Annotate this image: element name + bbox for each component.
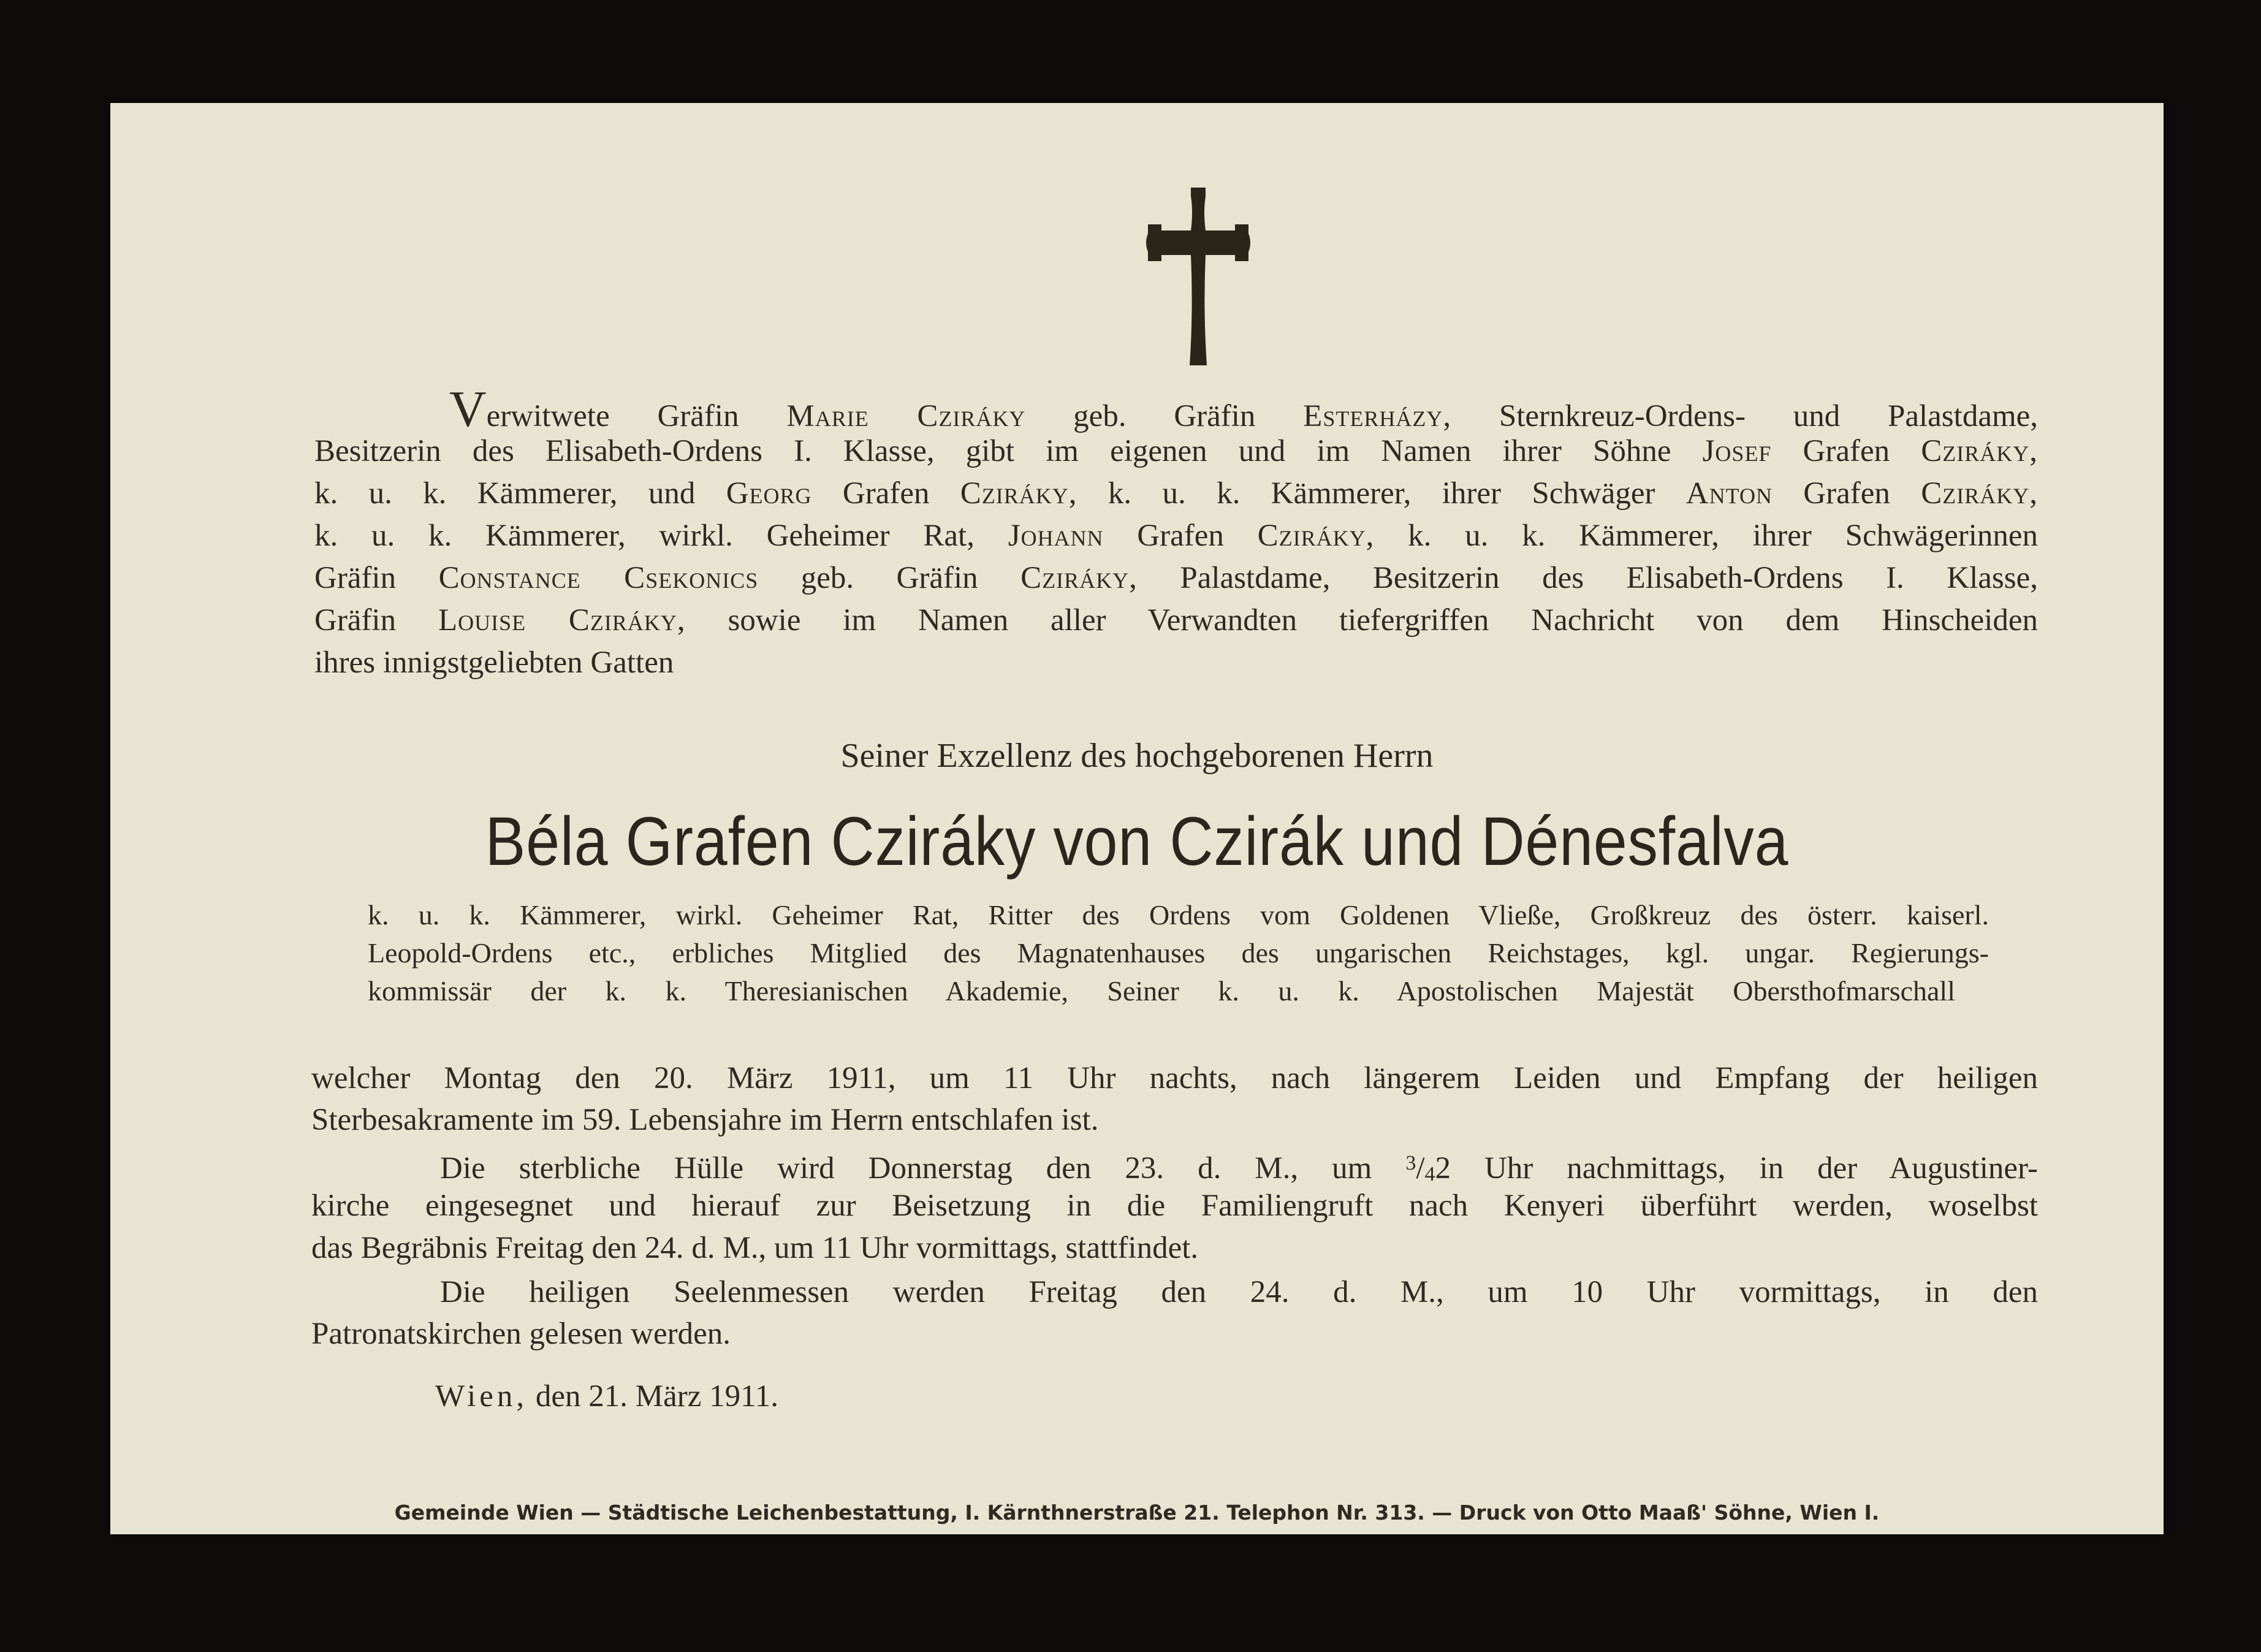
- intro-line-1: [314, 381, 2039, 438]
- intro-text: Gräfin: [314, 561, 439, 595]
- cross-shape: [1143, 188, 1253, 365]
- person-name: Johann: [1008, 519, 1104, 553]
- issue-date: den 21. März 1911.: [535, 1379, 779, 1414]
- person-name: Cziráky,: [1921, 476, 2038, 511]
- person-name: Cziráky,: [1921, 434, 2038, 468]
- death-line-2: Sterbesakramente im 59. Lebensjahre im Herrn entschlafen ist.: [311, 1103, 1099, 1137]
- printer-imprint: Gemeinde Wien — Städtische Leichenbestattung, I. Kärnthnerstraße 21. Telephon Nr. 313. — Druck von Otto Maaß' Söhne, Wien I.: [394, 1501, 1880, 1524]
- place-city: Wien,: [435, 1379, 528, 1414]
- funeral-text: Die sterbliche Hülle wird Donnerstag den 23. d. M., um: [440, 1151, 1406, 1186]
- titles-line-1: k. u. k. Kämmerer, wirkl. Geheimer Rat, Ritter des Ordens vom Goldenen Vließe, Großkreuz des österr. kaiserl.: [368, 899, 1989, 931]
- intro-text: Grafen: [1772, 476, 1921, 511]
- intro-text: Palastdame, Besitzerin des Elisabeth-Ordens I. Klasse,: [1137, 561, 2038, 595]
- fraction-numerator: 3: [1405, 1152, 1416, 1174]
- intro-text: k. u. k. Kämmerer, und: [314, 476, 726, 511]
- intro-text: Gräfin: [314, 603, 438, 638]
- person-name: Anton: [1685, 476, 1773, 511]
- intro-text: Grafen: [811, 476, 960, 511]
- person-name: Marie Cziráky: [786, 399, 1026, 433]
- intro-text: sowie im Namen aller Verwandten tiefergriffen Nachricht von dem Hinscheiden: [685, 603, 2039, 638]
- funeral-line-3: das Begräbnis Freitag den 24. d. M., um 11 Uhr vormittags, stattfindet.: [311, 1231, 1199, 1265]
- masses-line-2: Patronatskirchen gelesen werden.: [311, 1317, 731, 1351]
- intro-text: Sternkreuz-Ordens- und Palastdame,: [1451, 399, 2039, 433]
- latin-cross-icon: [1143, 188, 1253, 365]
- person-name: Esterházy,: [1303, 399, 1452, 433]
- intro-line-6: [314, 602, 2038, 639]
- death-notice-card: [110, 103, 2164, 1534]
- titles-line-2: Leopold-Ordens etc., erbliches Mitglied des Magnatenhauses des ungarischen Reichstages, kgl. ungar. Regierungs-: [368, 937, 1989, 969]
- person-name: Constance Csekonics: [438, 561, 759, 595]
- place-date-line: [435, 1378, 778, 1415]
- intro-text: Besitzerin des Elisabeth-Ordens I. Klasse, gibt im eigenen und im Namen ihrer Söhne: [314, 434, 1703, 468]
- intro-line-5: [314, 560, 2038, 596]
- fraction-denominator: 4: [1424, 1163, 1435, 1186]
- intro-line-2: [314, 433, 2038, 470]
- fraction-slash: /: [1416, 1151, 1425, 1186]
- drop-initial: V: [449, 381, 487, 438]
- titles-line-3: kommissär der k. k. Theresianischen Akademie, Seiner k. u. k. Apostolischen Majestät Obersthofmarschall: [368, 975, 1955, 1007]
- masses-line-1: Die heiligen Seelenmessen werden Freitag den 24. d. M., um 10 Uhr vormittags, in den: [440, 1275, 2038, 1309]
- intro-text: geb. Gräfin: [1025, 399, 1304, 433]
- intro-text: Grafen: [1771, 434, 1921, 468]
- intro-text: Grafen: [1103, 519, 1258, 553]
- intro-text: k. u. k. Kämmerer, ihrer Schwägerinnen: [1374, 519, 2038, 553]
- death-line-1: welcher Montag den 20. März 1911, um 11 Uhr nachts, nach längerem Leiden und Empfang der heiligen: [311, 1061, 2038, 1095]
- person-name: Josef: [1702, 434, 1772, 468]
- person-name: Louise Cziráky,: [438, 603, 686, 638]
- intro-text: k. u. k. Kämmerer, wirkl. Geheimer Rat,: [314, 519, 1008, 553]
- person-name: Cziráky,: [1020, 561, 1138, 595]
- intro-line-3: [314, 475, 2038, 512]
- intro-line-7: ihres innigstgeliebten Gatten: [314, 645, 674, 680]
- time-fraction: [1405, 1151, 1435, 1186]
- intro-text: geb. Gräfin: [758, 561, 1021, 595]
- person-name: Cziráky,: [1257, 519, 1375, 553]
- honorific-line: Seiner Exzellenz des hochgeborenen Herrn: [840, 737, 1434, 775]
- funeral-line-1: [440, 1145, 2038, 1193]
- intro-line-4: [314, 517, 2038, 554]
- person-name: Georg: [726, 476, 812, 511]
- intro-text: k. u. k. Kämmerer, ihrer Schwäger: [1077, 476, 1686, 511]
- person-name: Cziráky,: [960, 476, 1077, 511]
- deceased-name-heading: Béla Grafen Cziráky von Czirák und Dénesfalva: [485, 803, 1789, 880]
- funeral-text: 2 Uhr nachmittags, in der Augustiner-: [1435, 1151, 2038, 1186]
- intro-text: erwitwete Gräfin: [486, 399, 787, 433]
- funeral-line-2: kirche eingesegnet und hierauf zur Beisetzung in die Familiengruft nach Kenyeri überführt werden, woselbst: [311, 1189, 2038, 1223]
